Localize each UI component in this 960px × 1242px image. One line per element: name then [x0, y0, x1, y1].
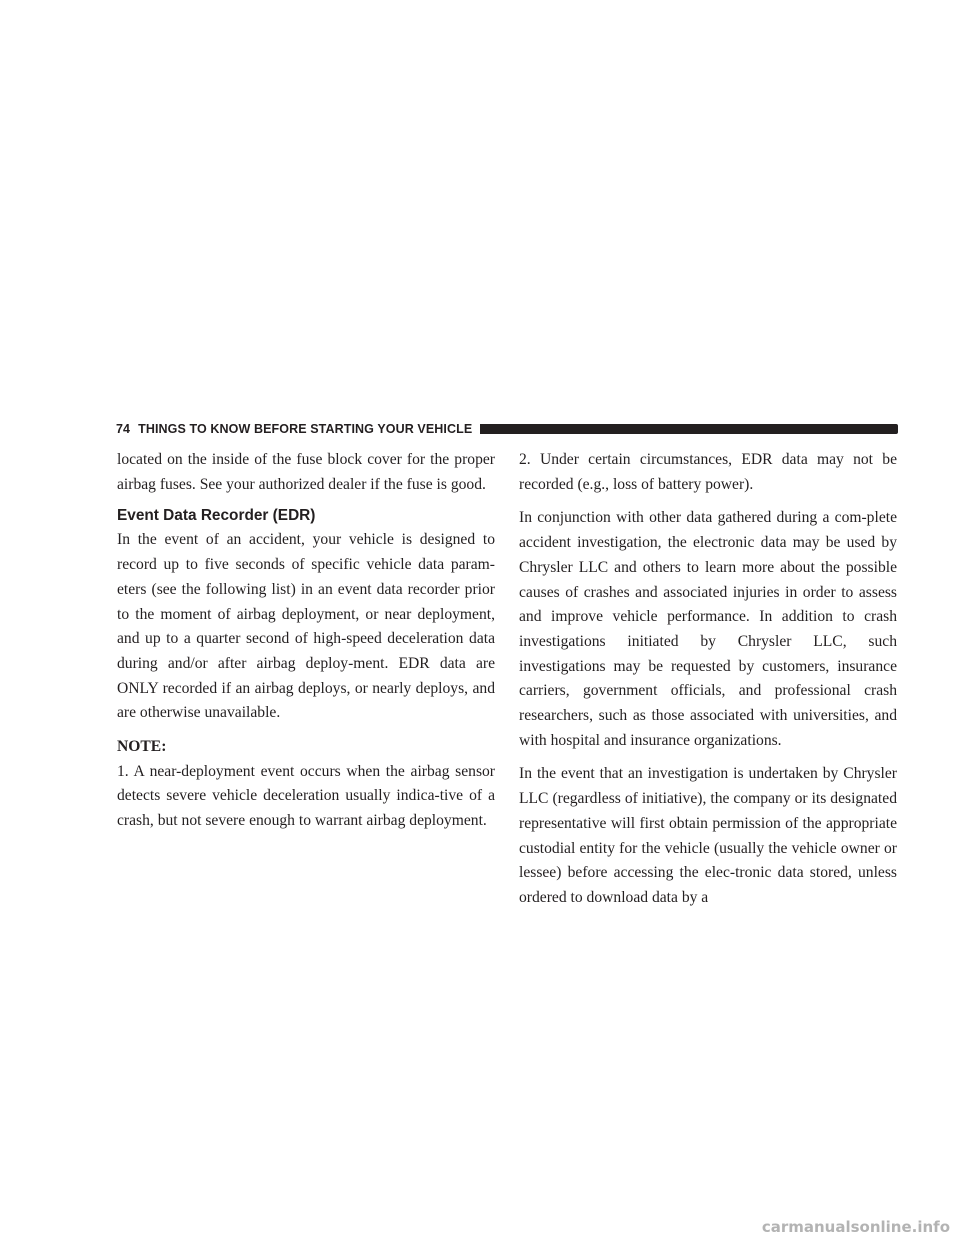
watermark-logo: carmanualsonline.info: [761, 1218, 950, 1236]
edr-paragraph: In the event of an accident, your vehicle is designed to record up to five seconds of specific vehicle data param-eters (see the following list) in an event data recorder prior to the moment of airbag deployment, or near deployment, and up to a quarter second of high-speed deceleration data during and/or after airbag deploy-ment. EDR data are ONLY recorded if an airbag deploys, or nearly deploys, and are otherwise unavailable.: [117, 531, 495, 722]
right-column: [519, 448, 897, 911]
intro-paragraph: located on the inside of the fuse block cover for the proper airbag fuses. See your authorized dealer if the fuse is good.: [117, 451, 495, 493]
page-number: 74: [116, 422, 131, 436]
header-rule: [480, 424, 898, 434]
page-header: [116, 420, 898, 438]
section-title: THINGS TO KNOW BEFORE STARTING YOUR VEHICLE: [138, 422, 473, 436]
note-item-1: 1. A near-deployment event occurs when the airbag sensor detects severe vehicle deceleration usually indica-tive of a crash, but not severe enough to warrant airbag deployment.: [117, 762, 495, 830]
permission-paragraph: In the event that an investigation is undertaken by Chrysler LLC (regardless of initiative), the company or its designated representative will first obtain permission of the appropriate custodial entity for the vehicle (usually the vehicle owner or lessee) before accessing the elec-tronic data stored, unless ordered to download data by a: [519, 765, 897, 906]
note-item-2: 2. Under certain circumstances, EDR data may not be recorded (e.g., loss of battery power).: [519, 451, 897, 493]
investigation-paragraph: In conjunction with other data gathered during a com-plete accident investigation, the electronic data may be used by Chrysler LLC and others to learn more about the possible causes of crashes and associated injuries in order to assess and improve vehicle performance. In addition to crash investigations initiated by Chrysler LLC, such investigations may be requested by customers, insurance carriers, government officials, and professional crash researchers, such as those associated with universities, and with hospital and insurance organizations.: [519, 509, 897, 749]
section-heading: Event Data Recorder (EDR): [117, 507, 316, 525]
note-label: NOTE:: [117, 738, 167, 756]
left-column: [117, 448, 495, 834]
